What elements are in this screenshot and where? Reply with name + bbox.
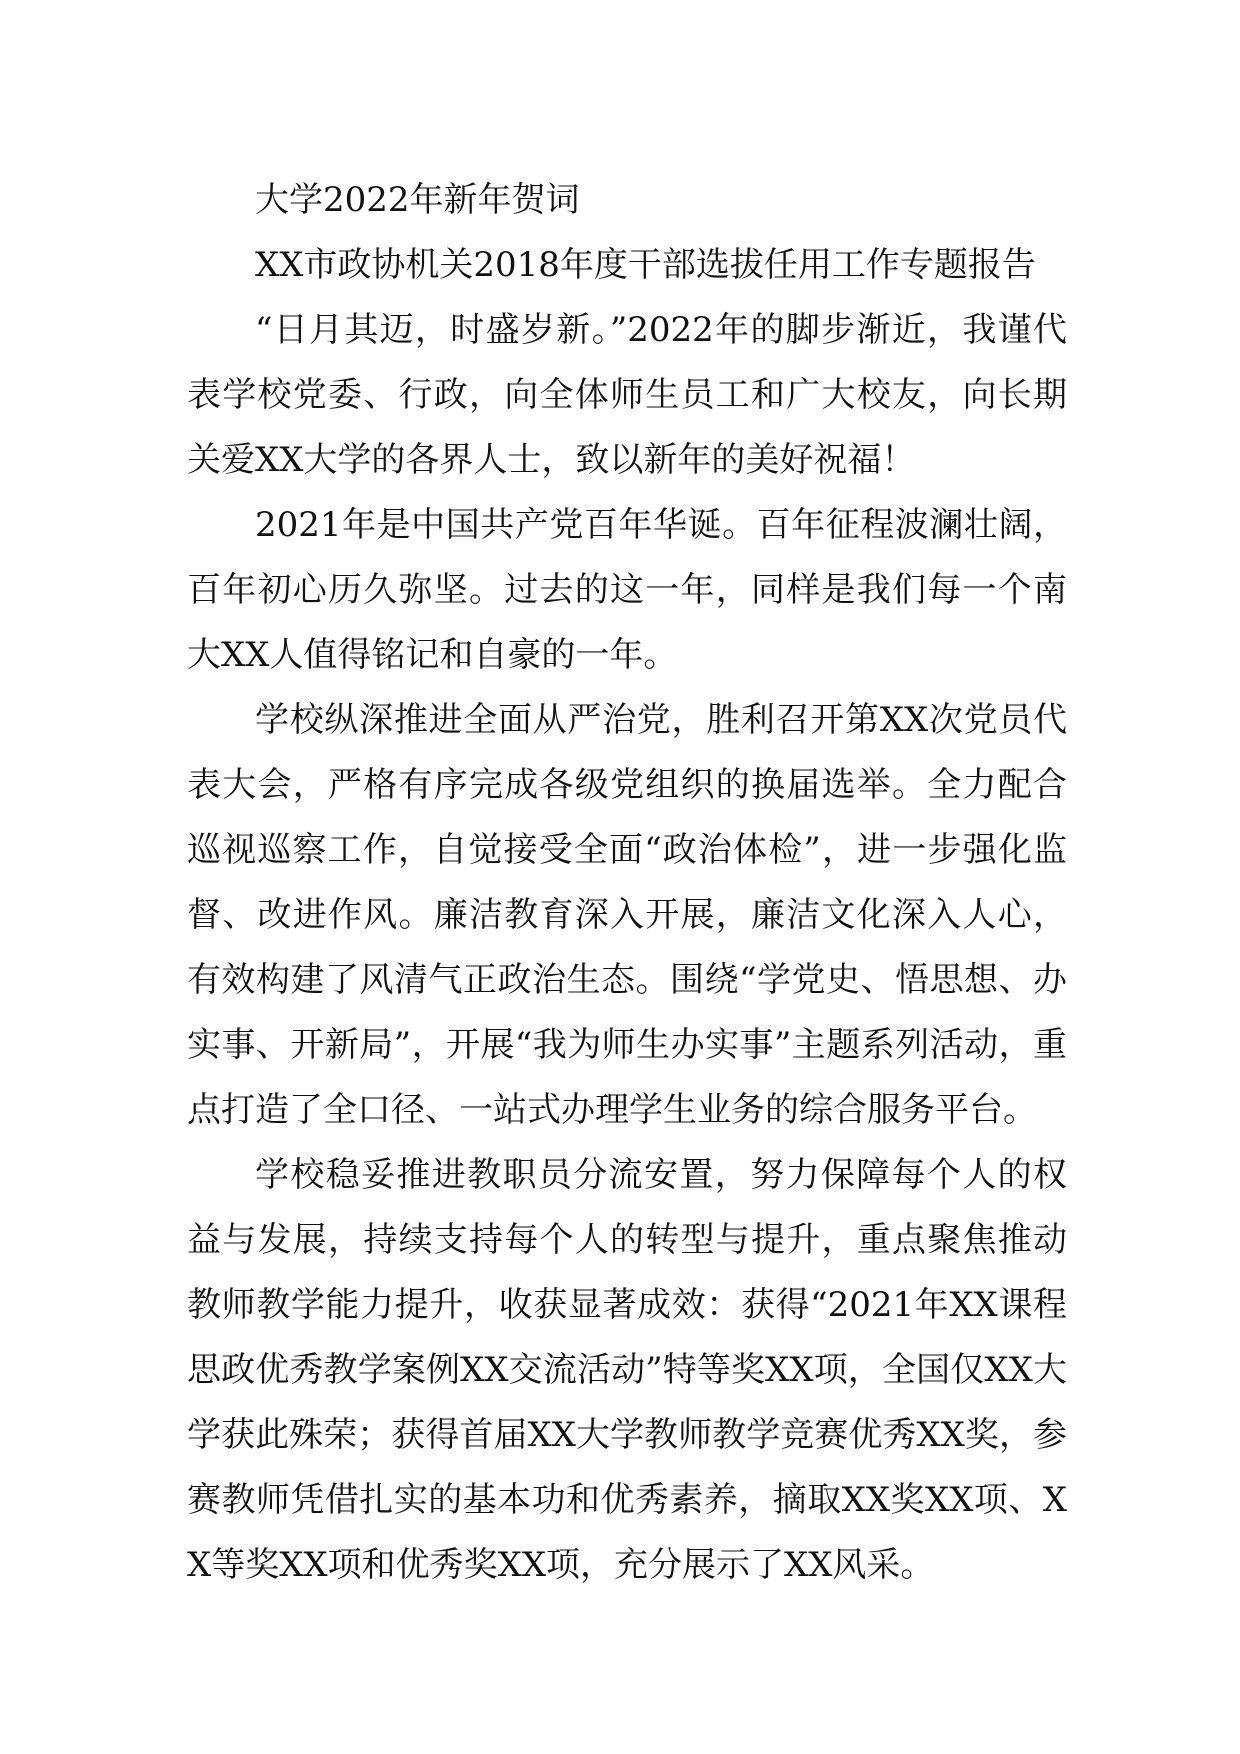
- document-title: 大学2022年新年贺词: [255, 180, 580, 220]
- paragraph: “日月其迈，时盛岁新。”2022年的脚步渐近，我谨代表学校党委、行政，向全体师生员工和广大校友，向长期关爱XX大学的各界人士，致以新年的美好祝福！: [187, 310, 1067, 480]
- document-subtitle: XX市政协机关2018年度干部选拔任用工作专题报告: [255, 245, 1036, 285]
- paragraph: 2021年是中国共产党百年华诞。百年征程波澜壮阔，百年初心历久弥坚。过去的这一年，同样是我们每一个南大XX人值得铭记和自豪的一年。: [187, 505, 1067, 675]
- document-body: [187, 168, 1067, 1598]
- paragraph: 学校稳妥推进教职员分流安置，努力保障每个人的权益与发展，持续支持每个人的转型与提升，重点聚焦推动教师教学能力提升，收获显著成效：获得“2021年XX课程思政优秀教学案例XX交流活动”特等奖XX项，全国仅XX大学获此殊荣；获得首届XX大学教师教学竞赛优秀XX奖，参赛教师凭借扎实的基本功和优秀素养，摘取XX奖XX项、XX等奖XX项和优秀奖XX项，充分展示了XX风采。: [187, 1155, 1067, 1585]
- paragraph: 学校纵深推进全面从严治党，胜利召开第XX次党员代表大会，严格有序完成各级党组织的换届选举。全力配合巡视巡察工作，自觉接受全面“政治体检”，进一步强化监督、改进作风。廉洁教育深入开展，廉洁文化深入人心，有效构建了风清气正政治生态。围绕“学党史、悟思想、办实事、开新局”，开展“我为师生办实事”主题系列活动，重点打造了全口径、一站式办理学生业务的综合服务平台。: [187, 700, 1067, 1130]
